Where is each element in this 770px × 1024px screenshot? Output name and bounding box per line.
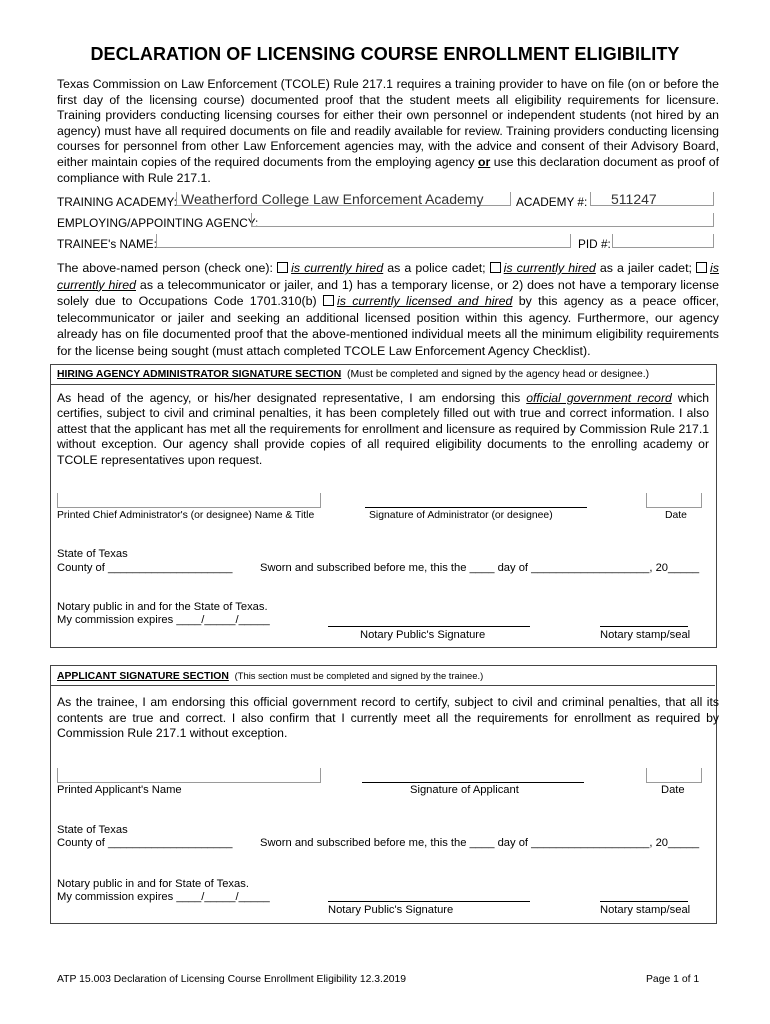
trainee-label: TRAINEE's NAME: <box>57 237 157 251</box>
hiring-notary-signature-line[interactable] <box>328 626 530 627</box>
hiring-notary-stamp-label: Notary stamp/seal <box>600 629 691 641</box>
applicant-notary-signature-line[interactable] <box>328 901 530 902</box>
checkbox-police-cadet[interactable] <box>277 262 288 273</box>
hiring-notary-stamp-line <box>600 626 688 627</box>
applicant-sworn: Sworn and subscribed before me, this the ____ day of ___________________, 20_____ <box>260 837 700 849</box>
hiring-heading-text: HIRING AGENCY ADMINISTRATOR SIGNATURE SECTION <box>57 369 342 380</box>
applicant-body: As the trainee, I am endorsing this official government record to certify, subject to civil and criminal penalties, that all its contents are true and correct. I also confirm that I currently meet all the requirements for enrollment as required by Commission Rule 217.1 without exception. <box>57 695 719 740</box>
footer-page-number: Page 1 of 1 <box>646 974 700 985</box>
admin-signature-line[interactable] <box>365 507 587 508</box>
applicant-signature-label: Signature of Applicant <box>410 784 519 796</box>
option-telecommunicator: is currently hired <box>57 261 719 292</box>
applicant-notary-stamp-line <box>600 901 688 902</box>
agency-field[interactable] <box>251 213 714 227</box>
pid-label: PID #: <box>578 237 611 251</box>
hiring-body-em: official government record <box>526 391 672 405</box>
agency-label: EMPLOYING/APPOINTING AGENCY: <box>57 216 259 230</box>
option-licensed-tail: by this agency as a peace officer, telecommunicator or jailer and seeking an additional licensed position within this agency. Furthermore, our agency already has on file documented proof that the above-mentioned individual meets all the minimum eligibility requirements for the license being sought (must attach completed TCOLE Law Enforcement Agency Checklist). <box>57 294 720 358</box>
applicant-note: (This section must be completed and signed by the trainee.) <box>234 670 484 681</box>
applicant-date-field[interactable] <box>646 768 702 783</box>
academy-num-label: ACADEMY #: <box>516 195 588 209</box>
pid-field[interactable] <box>612 234 714 248</box>
page-title: DECLARATION OF LICENSING COURSE ENROLLMENT ELIGIBILITY <box>90 44 680 64</box>
trainee-name-field[interactable] <box>156 234 571 248</box>
check-lead: The above-named person (check one): <box>57 261 273 275</box>
option-police-cadet: is currently hired <box>291 261 384 275</box>
applicant-date-label: Date <box>661 784 685 796</box>
hiring-note: (Must be completed and signed by the agency head or designee.) <box>347 369 650 380</box>
hiring-notary-sig-label: Notary Public's Signature <box>360 629 486 641</box>
admin-date-label: Date <box>665 510 687 521</box>
intro-paragraph <box>57 77 719 186</box>
applicant-heading <box>57 670 483 682</box>
footer-document-id: ATP 15.003 Declaration of Licensing Course Enrollment Eligibility 12.3.2019 <box>57 974 407 985</box>
hiring-county: County of ____________________ <box>57 562 233 574</box>
applicant-printed-label: Printed Applicant's Name <box>57 784 182 796</box>
hiring-body-a: As head of the agency, or his/her designated representative, I am endorsing this <box>57 391 527 405</box>
intro-or: or <box>477 154 491 169</box>
hiring-notary: Notary public in and for the State of Texas. <box>57 601 268 613</box>
option-jailer-cadet: is currently hired <box>503 261 596 275</box>
admin-printed-label: Printed Chief Administrator's (or designee) Name & Title <box>57 510 315 521</box>
admin-date-field[interactable] <box>646 493 702 508</box>
applicant-notary-sig-label: Notary Public's Signature <box>328 904 454 916</box>
hiring-sworn: Sworn and subscribed before me, this the ____ day of ___________________, 20_____ <box>260 562 700 574</box>
applicant-printed-name-field[interactable] <box>57 768 321 783</box>
option-telecommunicator-tail: as a telecommunicator or jailer, and 1) has a temporary license, or 2) does not have a temporary license solely due to Occupations Code 1701.310(b) <box>57 277 719 309</box>
academy-label: TRAINING ACADEMY: <box>57 195 177 209</box>
checkbox-jailer-cadet[interactable] <box>490 262 501 273</box>
applicant-notary-stamp-label: Notary stamp/seal <box>600 904 691 916</box>
hiring-commission: My commission expires ____/_____/_____ <box>57 614 270 626</box>
applicant-signature-line[interactable] <box>362 782 584 783</box>
option-licensed: is currently licensed and hired <box>336 294 513 309</box>
hiring-body-b: which certifies, subject to civil and criminal penalties, it has been completely filled out with true and correct information. I also attest that the applicant has met all the requirements for enrollment and licensure as required by Commission Rule 217.1 without exception. Our agency shall provide copies of all required eligibility documents to the enrolling academy or TCOLE representatives upon request. <box>57 391 709 467</box>
academy-number-field[interactable]: 511247 <box>590 192 714 206</box>
applicant-heading-text: APPLICANT SIGNATURE SECTION <box>57 671 229 682</box>
option-police-cadet-tail: as a police cadet; <box>383 261 486 275</box>
hiring-heading <box>57 369 649 380</box>
intro-text: Texas Commission on Law Enforcement (TCOLE) Rule 217.1 requires a training provider to have on file (on or before the first day of the licensing course) documented proof that the student meets all eligibility requirements for licensure. Training providers conducting licensing courses for either their own personnel or independent students (not hired by an agency) must have all required documents on file and readily available for review. Training providers conducting licensing courses for personnel from other Law Enforcement agencies may, with the advice and consent of their Advisory Board, either maintain copies of the required documents from the employing agency <box>57 77 719 169</box>
admin-printed-name-field[interactable] <box>57 493 321 508</box>
applicant-notary: Notary public in and for State of Texas. <box>57 878 249 890</box>
checkbox-telecommunicator[interactable] <box>696 262 707 273</box>
status-check-paragraph <box>57 260 719 360</box>
hiring-state: State of Texas <box>57 548 128 560</box>
checkbox-licensed[interactable] <box>323 295 334 306</box>
option-jailer-cadet-tail: as a jailer cadet; <box>595 261 692 275</box>
applicant-county: County of ____________________ <box>57 837 233 849</box>
applicant-state: State of Texas <box>57 824 128 836</box>
intro-text-end: use this declaration document as proof of compliance with Rule 217.1. <box>57 154 719 185</box>
academy-field[interactable]: Weatherford College Law Enforcement Academy <box>176 192 511 206</box>
hiring-body <box>57 391 709 468</box>
applicant-commission: My commission expires ____/_____/_____ <box>57 891 270 903</box>
admin-signature-label: Signature of Administrator (or designee) <box>369 510 553 521</box>
